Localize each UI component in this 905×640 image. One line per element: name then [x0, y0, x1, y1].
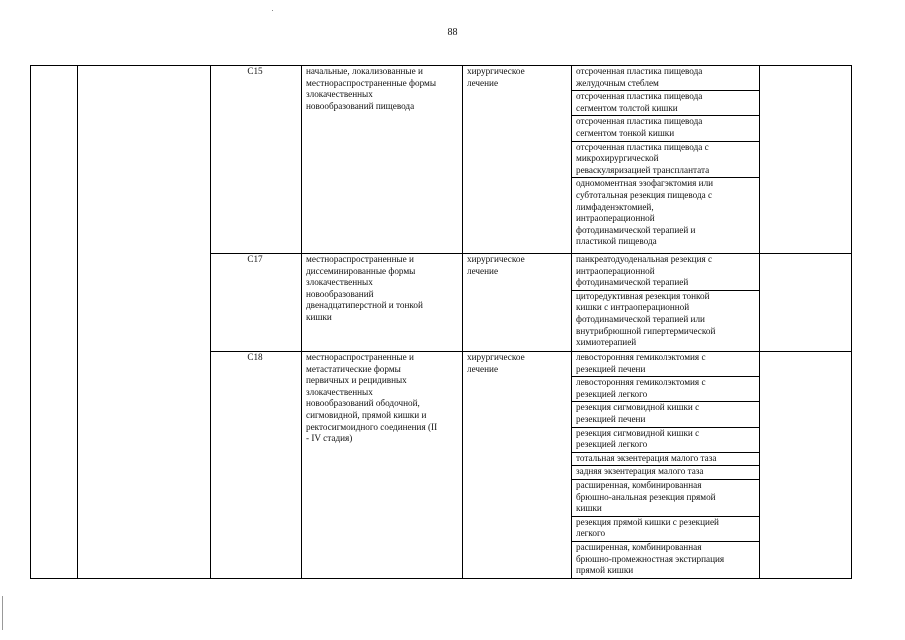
method-line: резекцией легкого [576, 439, 648, 450]
method-line: фотодинамической терапией и [576, 224, 696, 235]
method-line: резекцией печени [576, 414, 646, 424]
method-line: лимфаденэктомией, [576, 201, 654, 212]
method-line: фотодинамической терапией или [576, 314, 705, 324]
condition-line: новообразований [306, 288, 374, 299]
column-rule [77, 65, 78, 579]
method-line: химиотерапией [576, 337, 637, 348]
condition-line: сигмовидной, прямой кишки и [306, 410, 427, 420]
method-line: пластикой пищевода [576, 236, 657, 247]
procedures-table [30, 65, 851, 579]
condition-line: первичных и рецидивных [306, 375, 407, 386]
method-line: сегментом тонкой кишки [576, 128, 675, 138]
column-rule [210, 65, 211, 579]
method-line: резекция прямой кишки с резекцией [576, 516, 719, 527]
column-rule [462, 65, 463, 579]
method-line: брюшно-анальная резекция прямой [576, 491, 716, 502]
condition-line: местнораспространенные и [306, 352, 414, 362]
method-line: фотодинамической терапией [576, 277, 689, 288]
method-line: резекцией печени [576, 363, 646, 374]
method-line: желудочным стеблем [576, 77, 659, 88]
condition-line: начальные, локализованные и [306, 66, 423, 76]
column-rule [759, 65, 760, 579]
method-line: кишки с интраоперационной [576, 302, 690, 313]
method-line: одномоментная эзофагэктомия или [576, 178, 714, 189]
method-line: отсроченная пластика пищевода [576, 116, 703, 127]
condition-line: - IV стадия) [306, 433, 353, 444]
scan-speck [272, 10, 273, 11]
treatment-line: хирургическое [467, 352, 525, 362]
condition-line: ректосигмоидного соединения (II [306, 421, 438, 432]
margin-rule [2, 596, 3, 630]
method-line: микрохирургической [576, 153, 659, 164]
method-line: интраоперационной [576, 265, 655, 276]
condition-line: новообразований ободочной, [306, 398, 420, 409]
method-line: интраоперационной [576, 213, 655, 224]
method-line: тотальная экзентерация малого таза [576, 452, 717, 463]
condition-line: новообразований пищевода [306, 100, 415, 111]
method-line: расширенная, комбинированная [576, 542, 702, 552]
method-line: отсроченная пластика пищевода [576, 66, 703, 76]
condition-line: злокачественных [306, 386, 373, 397]
condition-line: двенадцатиперстной и тонкой [306, 300, 423, 311]
method-line: брюшно-промежностная экстирпация [576, 553, 725, 564]
condition-line: злокачественных [306, 89, 373, 100]
column-rule [301, 65, 302, 579]
column-rule [30, 65, 31, 579]
method-line: легкого [576, 528, 606, 539]
method-line: левосторонняя гемиколэктомия с [576, 377, 706, 388]
condition-line: местнораспространенные и [306, 254, 414, 264]
method-line: субтотальная резекция пищевода с [576, 190, 713, 200]
condition-line: местнораспространенные формы [306, 77, 437, 88]
row-code: C15 [247, 66, 263, 76]
condition-line: злокачественных [306, 277, 373, 288]
method-line: панкреатодуоденальная резекция с [576, 254, 713, 264]
method-line: отсроченная пластика пищевода с [576, 141, 709, 152]
column-rule [851, 65, 852, 579]
method-line: резекция сигмовидной кишки с [576, 427, 700, 438]
row-code: C18 [247, 352, 263, 362]
method-line: реваскуляризацией трансплантата [576, 164, 710, 175]
treatment-line: лечение [467, 77, 499, 88]
method-line: задняя экзентерация малого таза [576, 466, 704, 477]
treatment-line: лечение [467, 265, 499, 276]
treatment-line: хирургическое [467, 66, 525, 76]
method-line: резекцией легкого [576, 388, 648, 399]
treatment-line: лечение [467, 363, 499, 374]
condition-line: метастатические формы [306, 363, 401, 374]
method-line: расширенная, комбинированная [576, 480, 702, 490]
condition-line: кишки [306, 312, 332, 322]
column-rule [571, 65, 572, 579]
method-line: прямой кишки [576, 565, 634, 576]
method-line: сегментом толстой кишки [576, 102, 678, 113]
method-line: резекция сигмовидной кишки с [576, 402, 700, 413]
method-line: внутрибрюшной гипертермической [576, 325, 716, 336]
row-code: C17 [247, 254, 263, 264]
method-line: отсроченная пластика пищевода [576, 91, 703, 102]
method-line: левосторонняя гемиколэктомия с [576, 352, 706, 362]
method-line: циторедуктивная резекция тонкой [576, 290, 710, 301]
method-line: кишки [576, 503, 602, 514]
treatment-line: хирургическое [467, 254, 525, 264]
page-number: 88 [447, 27, 458, 38]
condition-line: диссеминированные формы [306, 265, 416, 276]
